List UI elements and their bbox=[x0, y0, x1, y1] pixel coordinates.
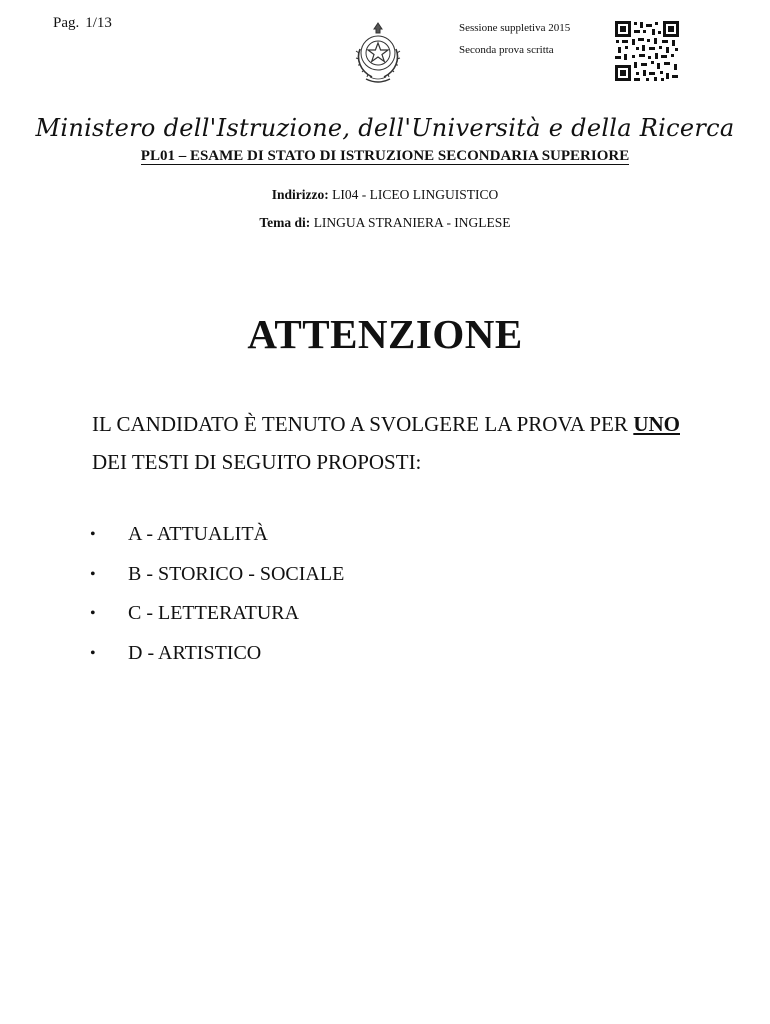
session-label: Sessione suppletiva 2015 bbox=[459, 22, 571, 34]
page-count: 1/13 bbox=[85, 15, 112, 31]
emblem-icon bbox=[352, 19, 404, 85]
options-list bbox=[90, 523, 344, 681]
option-item bbox=[90, 563, 344, 603]
test-type-label: Seconda prova scritta bbox=[459, 44, 554, 56]
option-item bbox=[90, 642, 344, 682]
instruction-before: IL CANDIDATO È TENUTO A SVOLGERE LA PROVA PER bbox=[92, 412, 634, 436]
exam-title bbox=[0, 148, 770, 165]
ministry-name: Ministero dell'Istruzione, dell'Università e della Ricerca bbox=[35, 114, 735, 142]
subject-label: Tema di: bbox=[259, 215, 311, 230]
page-label: Pag. bbox=[53, 15, 80, 31]
option-label: C - LETTERATURA bbox=[128, 602, 300, 624]
option-label: A - ATTUALITÀ bbox=[128, 523, 268, 545]
page-heading: ATTENZIONE bbox=[247, 311, 523, 357]
instruction-after: DEI TESTI DI SEGUITO PROPOSTI: bbox=[92, 450, 422, 474]
page-number bbox=[53, 15, 112, 32]
bullet-icon: • bbox=[90, 605, 96, 622]
option-item bbox=[90, 523, 344, 563]
option-item bbox=[90, 602, 344, 642]
bullet-icon: • bbox=[90, 565, 96, 583]
subject-value: LINGUA STRANIERA - INGLESE bbox=[313, 215, 511, 230]
track-value: LI04 - LICEO LINGUISTICO bbox=[332, 187, 499, 202]
instruction-emphasis: UNO bbox=[633, 412, 680, 436]
subject-line bbox=[0, 215, 770, 231]
session-info bbox=[459, 17, 570, 61]
track-line bbox=[0, 187, 770, 203]
option-label: B - STORICO - SOCIALE bbox=[128, 562, 345, 585]
exam-title-text: PL01 – ESAME DI STATO DI ISTRUZIONE SECONDARIA SUPERIORE bbox=[140, 148, 630, 164]
qr-code-icon bbox=[614, 20, 680, 82]
bullet-icon: • bbox=[90, 644, 96, 662]
bullet-icon: • bbox=[90, 526, 96, 543]
instruction-text bbox=[92, 405, 680, 481]
option-label: D - ARTISTICO bbox=[128, 641, 262, 664]
track-label: Indirizzo: bbox=[271, 187, 329, 202]
